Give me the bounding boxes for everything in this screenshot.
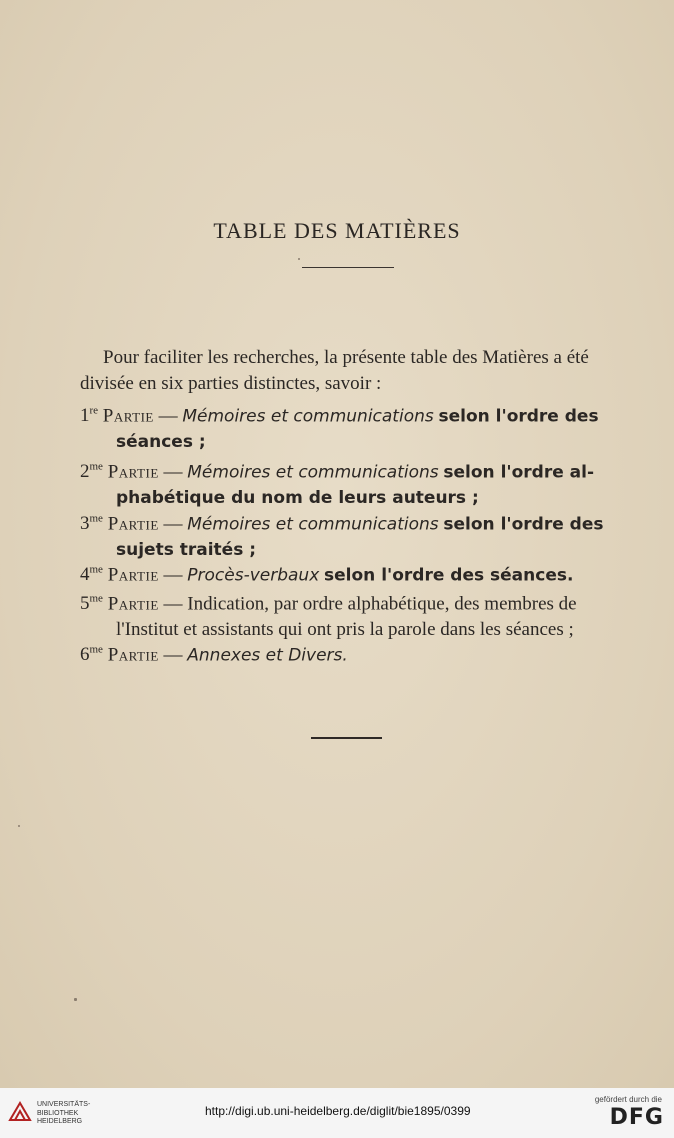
toc-entry-3 bbox=[80, 506, 616, 563]
entry-rest: selon l'ordre des bbox=[443, 514, 604, 535]
toc-entry-5 bbox=[80, 586, 616, 643]
entry-italic: Mémoires et communications bbox=[187, 462, 439, 483]
entry-partie: Partie bbox=[107, 593, 159, 615]
entry-continuation: l'Institut et assistants qui ont pris la parole dans les séances ; bbox=[116, 619, 574, 641]
paper-speck bbox=[74, 998, 77, 1001]
entry-number: $4^{me}$ bbox=[80, 564, 103, 586]
entry-partie: Partie bbox=[107, 513, 159, 535]
entry-continuation: sujets traités ; bbox=[116, 540, 257, 561]
dfg-logo: DFG bbox=[609, 1105, 664, 1130]
entry-partie: Partie bbox=[107, 644, 159, 666]
entry-number: $5^{me}$ bbox=[80, 593, 103, 615]
entry-dash: — bbox=[158, 405, 178, 427]
entry-number: $3^{me}$ bbox=[80, 513, 103, 535]
entry-rest: selon l'ordre des bbox=[438, 406, 599, 427]
permalink-url[interactable]: http://digi.ub.uni-heidelberg.de/diglit/bie1895/0399 bbox=[205, 1104, 471, 1118]
intro-line-2: divisée en six parties distinctes, savoir : bbox=[80, 373, 382, 394]
entry-dash: — bbox=[163, 461, 183, 483]
entry-partie: Partie bbox=[102, 405, 154, 427]
entry-continuation: phabétique du nom de leurs auteurs ; bbox=[116, 488, 479, 509]
paper-speck bbox=[298, 258, 300, 260]
toc-entry-1 bbox=[80, 398, 616, 455]
entry-italic: Procès-verbaux bbox=[187, 565, 320, 586]
entry-italic: Annexes et Divers. bbox=[187, 645, 348, 666]
funding-label: gefördert durch die bbox=[594, 1095, 662, 1104]
entry-continuation: séances ; bbox=[116, 432, 206, 453]
entry-dash: — bbox=[163, 513, 183, 535]
intro-line-1: Pour faciliter les recherches, la présente table des Matières a été bbox=[103, 347, 589, 368]
toc-entry-2 bbox=[80, 454, 616, 511]
closing-rule bbox=[311, 737, 382, 739]
entry-rest: Indication, par ordre alphabétique, des membres de bbox=[187, 593, 577, 615]
entry-dash: — bbox=[163, 644, 183, 666]
entry-dash: — bbox=[163, 564, 183, 586]
toc-entry-4 bbox=[80, 557, 616, 588]
entry-rest: selon l'ordre des séances. bbox=[324, 565, 574, 586]
entry-number: $6^{me}$ bbox=[80, 644, 103, 666]
page-title: TABLE DES MATIÈRES bbox=[213, 218, 461, 243]
title-rule bbox=[302, 267, 394, 268]
entry-number: $2^{me}$ bbox=[80, 461, 103, 483]
university-library-logo-icon bbox=[8, 1100, 32, 1124]
entry-rest: selon l'ordre al- bbox=[443, 462, 595, 483]
toc-entry-6 bbox=[80, 637, 616, 668]
entry-italic: Mémoires et communications bbox=[187, 514, 439, 535]
entry-italic: Mémoires et communications bbox=[182, 406, 434, 427]
paper-speck bbox=[18, 825, 20, 827]
entry-dash: — bbox=[163, 593, 183, 615]
library-name: UNIVERSITÄTS- BIBLIOTHEK HEIDELBERG bbox=[37, 1101, 91, 1125]
entry-partie: Partie bbox=[107, 564, 159, 586]
viewer-footer bbox=[0, 1088, 674, 1138]
entry-number: 1re bbox=[80, 405, 99, 427]
entry-partie: Partie bbox=[107, 461, 159, 483]
